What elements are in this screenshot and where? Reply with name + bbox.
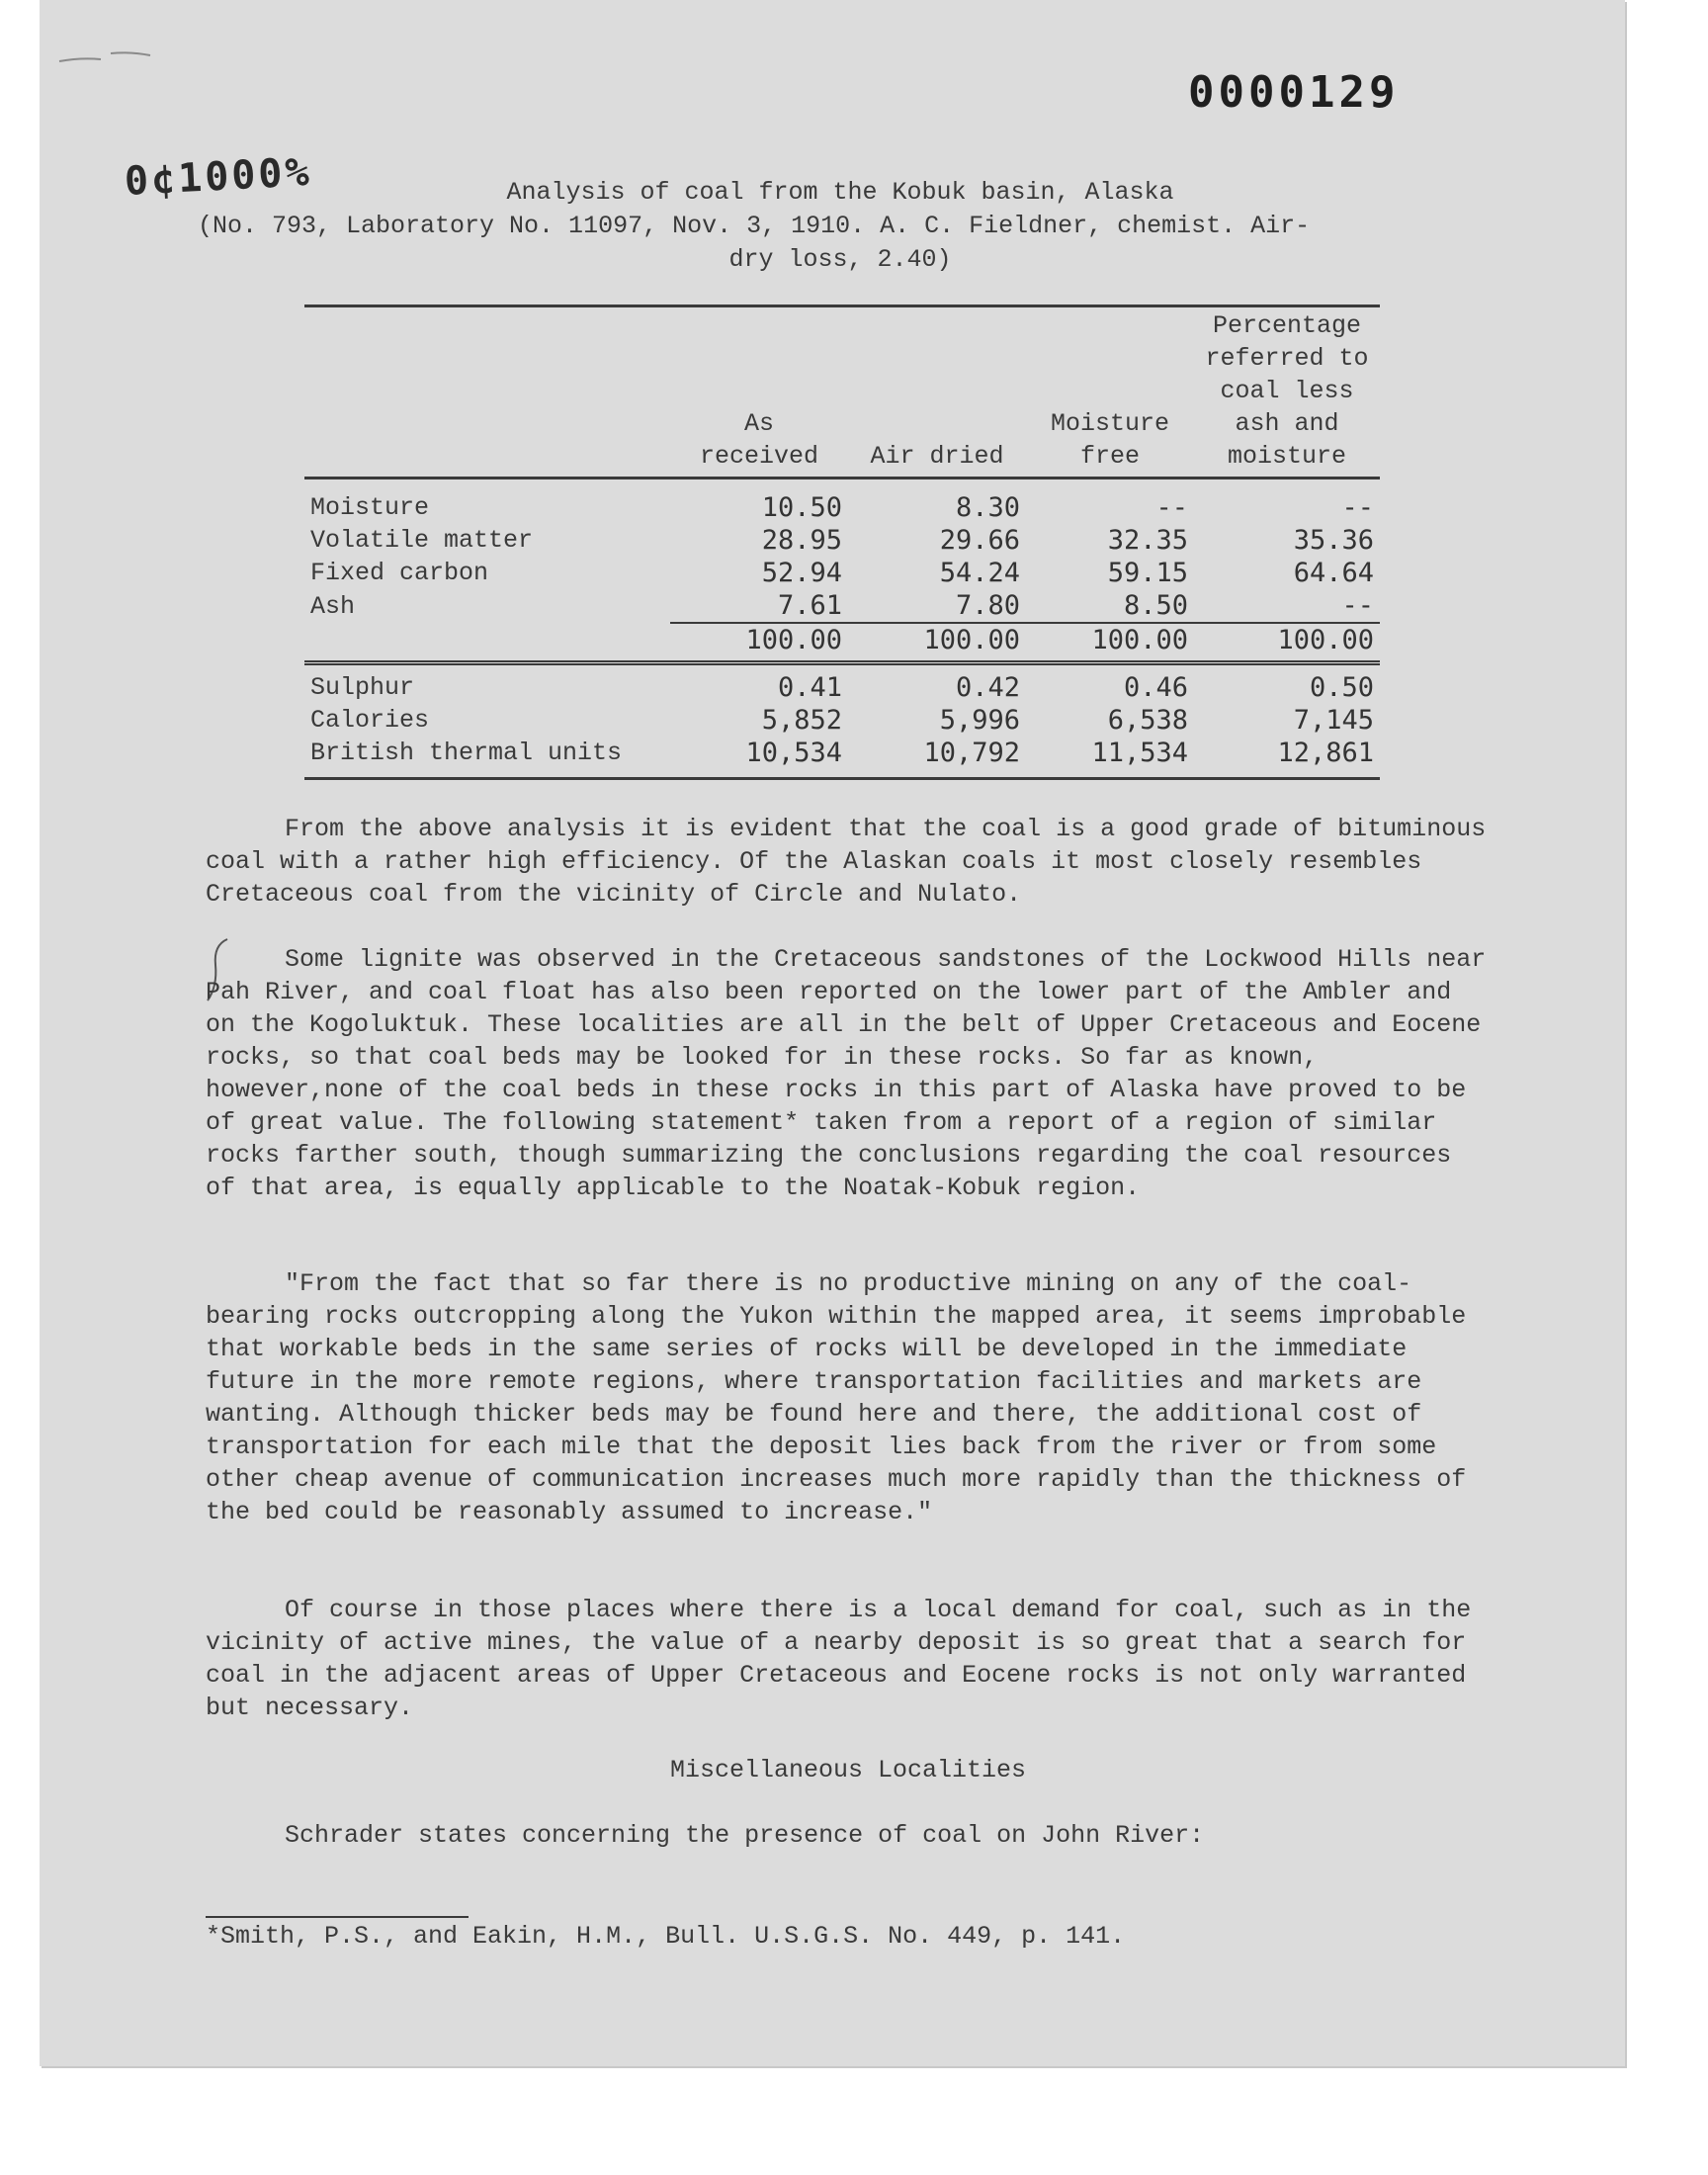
table-row (304, 524, 1380, 557)
column-header: Air dried (848, 307, 1026, 478)
paragraph-lignite (206, 943, 1491, 1204)
cell-value: 32.35 (1107, 525, 1188, 556)
document-title (198, 176, 1483, 277)
column-header (304, 307, 670, 478)
cell-value: 11,534 (1091, 738, 1188, 768)
double-rule (1026, 663, 1194, 672)
cell-value: 7.80 (848, 589, 1026, 623)
row-label (304, 623, 670, 663)
column-header: As received (670, 307, 848, 478)
double-rule (304, 663, 670, 672)
cell-value: 5,996 (939, 705, 1020, 736)
row-label: Moisture (310, 493, 430, 522)
paragraph-text: Some lignite was observed in the Cretaceous sandstones of the Lockwood Hills near Pah River, and coal float has also been reported on the lower part of the Ambler and on the Kogoluktuk. These localities are all in the belt of Upper Cretaceous and Eocene rocks, so that coal beds may be looked for in these rocks. So far as known, however,none of the coal beds in these rocks in this part of Alaska have proved to be of great value. The following statement* taken from a report of a region of similar rocks farther south, though summarizing the conclusions regarding the coal resources of that area, is equally applicable to the Noatak-Kobuk region. (206, 945, 1487, 1202)
cell-value: 10.50 (761, 492, 842, 523)
table-header-row (304, 307, 1380, 478)
paragraph-quotation (206, 1267, 1491, 1528)
row-label: Sulphur (310, 673, 415, 702)
cell-value: 12,861 (1277, 738, 1374, 768)
paragraph-john-river (206, 1819, 1491, 1852)
cell-value: 59.15 (1107, 558, 1188, 588)
paragraph-analysis-summary (206, 813, 1491, 911)
title-line-3: dry loss, 2.40) (728, 245, 952, 274)
cell-value: 7.61 (670, 589, 848, 623)
table-total-row (304, 623, 1380, 663)
cell-value: 54.24 (939, 558, 1020, 588)
paragraph-local-demand (206, 1594, 1491, 1724)
cell-value: 100.00 (1277, 625, 1374, 655)
column-header: Percentage referred to coal less ash and moisture (1194, 307, 1380, 478)
cell-value: 100.00 (1091, 625, 1188, 655)
double-rule (670, 663, 848, 672)
table-row (304, 737, 1380, 779)
cell-value: 0.50 (1309, 672, 1374, 703)
table-row (304, 478, 1380, 525)
row-label: Calories (310, 706, 430, 735)
paragraph-text: From the above analysis it is evident that the coal is a good grade of bituminous coal with a rather high efficiency. Of the Alaskan coals it most closely resembles Cretaceous coal from the vicinity of Circle and Nulato. (206, 815, 1487, 909)
cell-value: 0.42 (955, 672, 1020, 703)
cell-value: 10,534 (745, 738, 842, 768)
table-row (304, 704, 1380, 737)
double-rule (848, 663, 1026, 672)
table-row (304, 557, 1380, 589)
cell-value: -- (1341, 492, 1374, 523)
page-number-stamp: 0¢1000% (123, 149, 313, 205)
cell-value: -- (1194, 589, 1380, 623)
cell-value: -- (1155, 492, 1188, 523)
corner-pencil-mark (51, 40, 170, 79)
cell-value: 29.66 (939, 525, 1020, 556)
footnote-rule (206, 1916, 469, 1918)
cell-value: 6,538 (1107, 705, 1188, 736)
row-label: Fixed carbon (310, 559, 489, 587)
row-label: Volatile matter (310, 526, 534, 555)
cell-value: 8.50 (1026, 589, 1194, 623)
title-line-1: Analysis of coal from the Kobuk basin, Alaska (506, 178, 1174, 207)
cell-value: 35.36 (1293, 525, 1374, 556)
cell-value: 0.46 (1123, 672, 1188, 703)
title-line-2: (No. 793, Laboratory No. 11097, Nov. 3, 1910. A. C. Fieldner, chemist. Air- (198, 212, 1311, 240)
double-rule (1194, 663, 1380, 672)
cell-value: 28.95 (761, 525, 842, 556)
section-heading: Miscellaneous Localities (669, 1756, 1027, 1784)
cell-value: 52.94 (761, 558, 842, 588)
cell-value: 0.41 (777, 672, 842, 703)
table-bottom-rule (304, 779, 1380, 781)
footnote: *Smith, P.S., and Eakin, H.M., Bull. U.S.G.S. No. 449, p. 141. (206, 1922, 1126, 1951)
cell-value: 7,145 (1293, 705, 1374, 736)
paragraph-text: Schrader states concerning the presence of coal on John River: (285, 1821, 1205, 1850)
table-row (304, 671, 1380, 704)
row-label: British thermal units (310, 739, 623, 767)
table-row (304, 589, 1380, 623)
cell-value: 100.00 (923, 625, 1020, 655)
coal-analysis-table (304, 304, 1380, 780)
cell-value: 10,792 (923, 738, 1020, 768)
row-label: Ash (310, 591, 356, 621)
cell-value: 64.64 (1293, 558, 1374, 588)
column-header: Moisture free (1026, 307, 1194, 478)
cell-value: 5,852 (761, 705, 842, 736)
paragraph-text: "From the fact that so far there is no productive mining on any of the coal-bearing rocks outcropping along the Yukon within the mapped area, it seems improbable that workable beds in the same series of rocks will be developed in the immediate future in the more remote regions, where transportation facilities and markets are wanting. Although thicker beds may be found here and there, the additional cost of transportation for each mile that the deposit lies back from the river or from some other cheap avenue of communication increases much more rapidly than the thickness of the bed could be reasonably assumed to increase." (206, 1269, 1467, 1526)
paragraph-text: Of course in those places where there is a local demand for coal, such as in the vicinity of active mines, the value of a nearby deposit is so great that a search for coal in the adjacent areas of Upper Cretaceous and Eocene rocks is not only warranted but necessary. (206, 1596, 1472, 1722)
cell-value: 100.00 (745, 625, 842, 655)
cell-value: 8.30 (955, 492, 1020, 523)
document-number-stamp: 0000129 (1188, 67, 1400, 118)
